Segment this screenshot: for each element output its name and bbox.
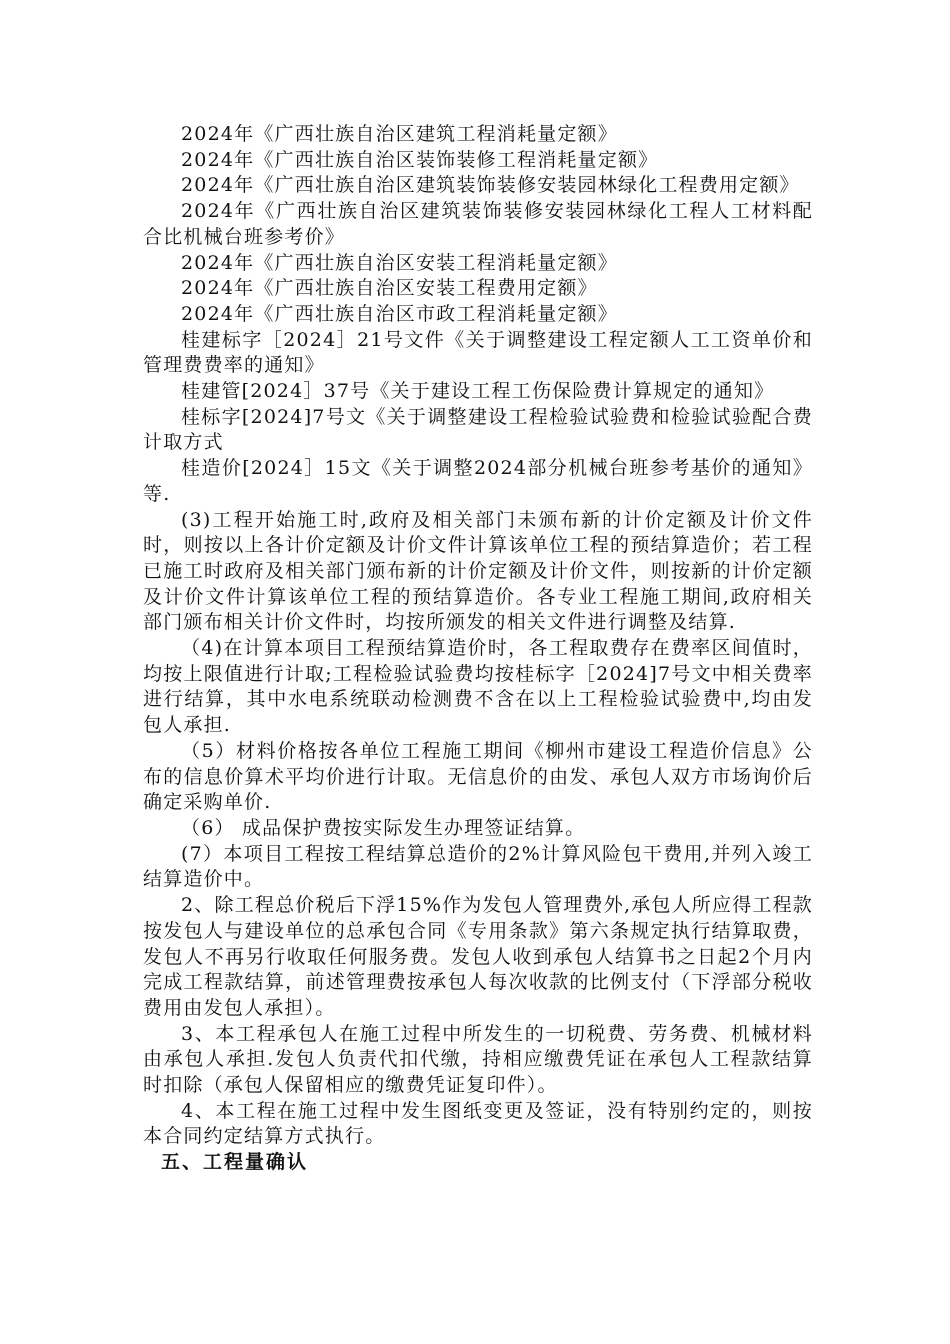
- paragraph-notice-inspection-fee: 桂标字[2024]7号文《关于调整建设工程检验试验费和检验试验配合费计取方式: [143, 405, 813, 454]
- paragraph-clause-7: (7）本项目工程按工程结算总造价的2%计算风险包干费用,并列入竣工结算造价中。: [143, 842, 813, 891]
- paragraph-notice-labor-wage: 桂建标字［2024］21号文件《关于调整建设工程定额人工工资单价和管理费费率的通知》: [143, 328, 813, 377]
- paragraph-clause-4: （4)在计算本项目工程预结算造价时，各工程取费存在费率区间值时，均按上限值进行计取;工程检验试验费均按桂标字［2024]7号文中相关费率进行结算，其中水电系统联动检测费不含在以上工程检验试验费中,均由发包人承担.: [143, 637, 813, 737]
- paragraph-notice-injury-insurance: 桂建管[2024］37号《关于建设工程工伤保险费计算规定的通知》: [181, 380, 775, 403]
- paragraph-quota-installation-fees: 2024年《广西壮族自治区安装工程费用定额》: [181, 277, 598, 300]
- paragraph-quota-municipal: 2024年《广西壮族自治区市政工程消耗量定额》: [181, 302, 618, 325]
- paragraph-clause-6: （6） 成品保护费按实际发生办理签证结算。: [181, 816, 586, 839]
- paragraph-notice-machine-price: 桂造价[2024］15文《关于调整2024部分机械台班参考基价的通知》等.: [143, 457, 813, 505]
- paragraph-quota-fees: 2024年《广西壮族自治区建筑装饰装修安装园林绿化工程费用定额》: [181, 174, 800, 197]
- paragraph-item-2: 2、除工程总价税后下浮15%作为发包人管理费外,承包人所应得工程款按发包人与建设单位的总承包合同《专用条款》第六条规定执行结算取费，发包人不再另行收取任何服务费。发包人收到承包人结算书之日起2个月内完成工程款结算，前述管理费按承包人每次收款的比例支付（下浮部分税收费用由发包人承担）。: [143, 894, 813, 1019]
- paragraph-quota-installation: 2024年《广西壮族自治区安装工程消耗量定额》: [181, 251, 618, 274]
- paragraph-clause-5: （5）材料价格按各单位工程施工期间《柳州市建设工程造价信息》公布的信息价算术平均价进行计取。无信息价的由发、承包人双方市场询价后确定采购单价.: [143, 739, 813, 814]
- paragraph-item-3: 3、本工程承包人在施工过程中所发生的一切税费、劳务费、机械材料由承包人承担.发包人负责代扣代缴，持相应缴费凭证在承包人工程款结算时扣除（承包人保留相应的缴费凭证复印件）。: [143, 1022, 813, 1097]
- paragraph-quota-decoration: 2024年《广西壮族自治区装饰装修工程消耗量定额》: [181, 148, 659, 171]
- section-heading: 五、工程量确认: [161, 1151, 309, 1174]
- paragraph-quota-reference-price: 2024年《广西壮族自治区建筑装饰装修安装园林绿化工程人工材料配合比机械台班参考价》: [143, 200, 813, 248]
- document-body: [143, 122, 813, 1176]
- paragraph-clause-3: (3)工程开始施工时,政府及相关部门未颁布新的计价定额及计价文件时，则按以上各计价定额及计价文件计算该单位工程的预结算造价；若工程已施工时政府及相关部门颁布新的计价定额及计价文件，则按新的计价定额及计价文件计算该单位工程的预结算造价。各专业工程施工期间,政府相关部门颁布相关计价文件时，均按所颁发的相关文件进行调整及结算.: [143, 508, 813, 634]
- paragraph-item-4: 4、本工程在施工过程中发生图纸变更及签证，没有特别约定的，则按本合同约定结算方式执行。: [143, 1099, 813, 1148]
- paragraph-quota-building: 2024年《广西壮族自治区建筑工程消耗量定额》: [181, 123, 618, 145]
